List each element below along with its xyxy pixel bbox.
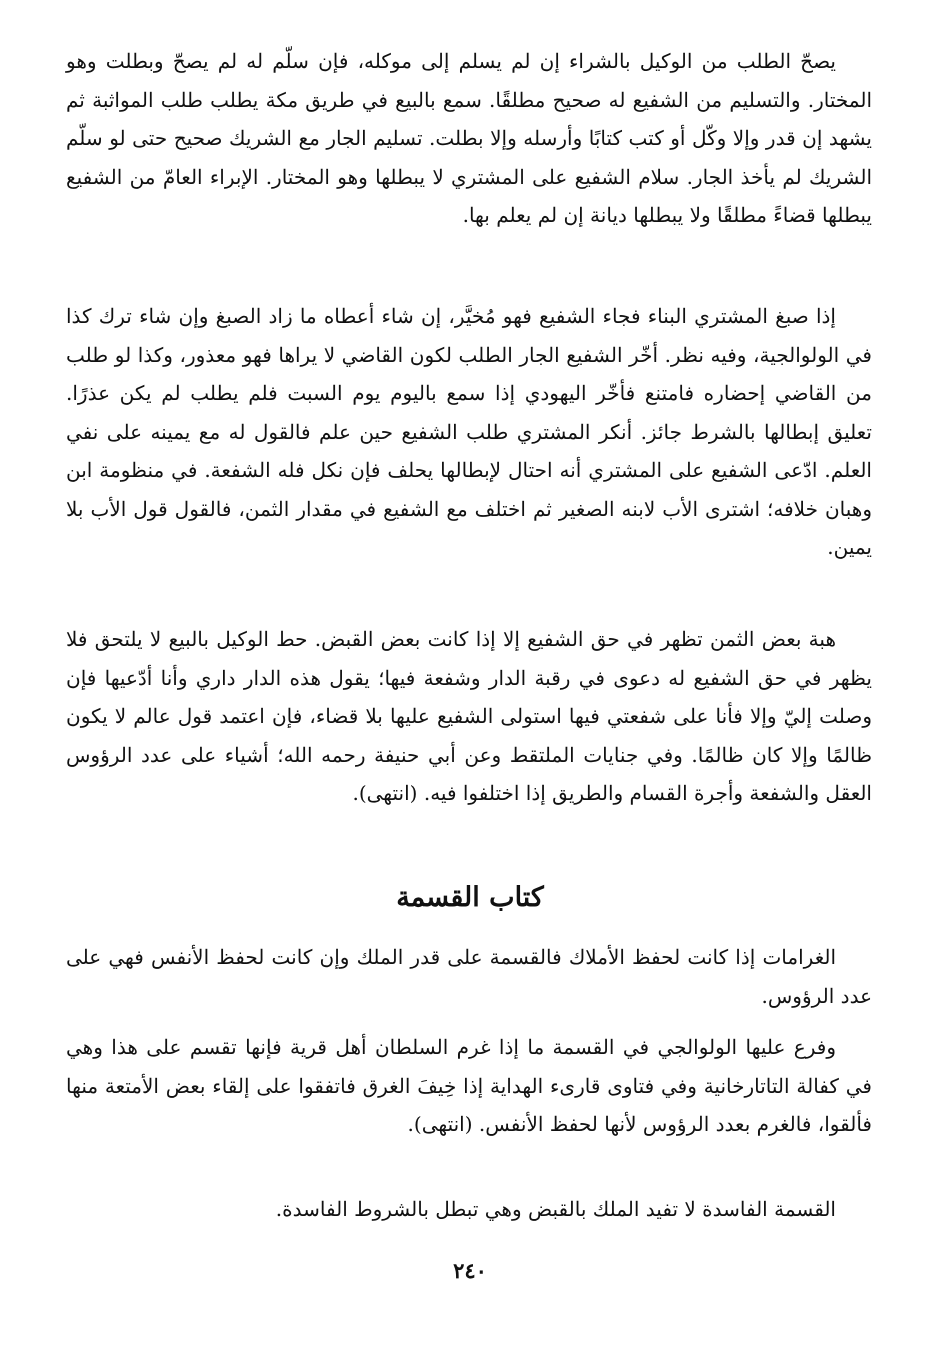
paragraph-text: وفرع عليها الولوالجي في القسمة ما إذا غرم السلطان أهل قرية فإنها تقسم على هذا وهي في كفالة التاتارخانية وفي فتاوى قارىء الهداية إذا خِيفَ الغرق فاتفقوا على إلقاء بعض الأمتعة منها فألقوا، فالغرم بعدد الرؤوس لأنها لحفظ الأنفس. (انتهى). <box>66 1035 872 1136</box>
paragraph-text: إذا صبغ المشتري البناء فجاء الشفيع فهو مُخيَّر، إن شاء أعطاه ما زاد الصبغ وإن شاء ترك كذا في الولوالجية، وفيه نظر. أخّر الشفيع الجار الطلب لكون القاضي لا يراها فهو معذور، وكذا لو طلب من القاضي إحضاره فامتنع فأخّر اليهودي إذا سمع باليوم يوم السبت فلم يطلب لم يكن عذرًا. تعليق إبطالها بالشرط جائز. أنكر المشتري طلب الشفيع حين علم فالقول له مع يمينه على نفي العلم. ادّعى الشفيع على المشتري أنه احتال لإبطالها يحلف فإن نكل فله الشفعة. في منظومة ابن وهبان خلافه؛ اشترى الأب لابنه الصغير ثم اختلف مع الشفيع في مقدار الثمن، فالقول قول الأب بلا يمين. <box>66 304 872 559</box>
paragraph-division-fines <box>66 938 872 1015</box>
page-number: ٢٤٠ <box>453 1258 487 1283</box>
paragraph-text: هبة بعض الثمن تظهر في حق الشفيع إلا إذا كانت بعض القبض. حط الوكيل بالبيع لا يلتحق فلا يظهر في حق الشفيع له دعوى في رقبة الدار وشفعة فيها؛ يقول هذه الدار داري وأنا أدّعيها فإن وصلت إليّ وإلا فأنا على شفعتي فيها استولى الشفيع عليها بلا قضاء، فإن اعتمد قول عالم لا يكون ظالمًا وإلا كان ظالمًا. وفي جنايات الملتقط وعن أبي حنيفة رحمه الله؛ أشياء على عدد الرؤوس العقل والشفعة وأجرة القسام والطريق إذا اختلفوا فيه. (انتهى). <box>66 627 872 805</box>
paragraph-division-branch <box>66 1028 872 1144</box>
paragraph-preemption-dye <box>66 297 872 567</box>
paragraph-text: الغرامات إذا كانت لحفظ الأملاك فالقسمة على قدر الملك وإن كانت لحفظ الأنفس فهي على عدد الرؤوس. <box>66 945 872 1008</box>
paragraph-text: القسمة الفاسدة لا تفيد الملك بالقبض وهي تبطل بالشروط الفاسدة. <box>275 1197 836 1221</box>
paragraph-preemption-gift <box>66 620 872 813</box>
paragraph-preemption-agent <box>66 42 872 235</box>
paragraph-division-invalid <box>66 1190 872 1229</box>
paragraph-text: يصحّ الطلب من الوكيل بالشراء إن لم يسلم إلى موكله، فإن سلّم له لم يصحّ وبطلت وهو المختار. والتسليم من الشفيع له صحيح مطلقًا. سمع بالبيع في طريق مكة يطلب طلب المواثبة ثم يشهد إن قدر وإلا وكّل أو كتب كتابًا وأرسله وإلا بطلت. تسليم الجار مع الشريك صحيح حتى لو سلّم الشريك لم يأخذ الجار. سلام الشفيع على المشتري لا يبطلها وهو المختار. الإبراء العامّ من الشفيع يبطلها قضاءً مطلقًا ولا يبطلها ديانة إن لم يعلم بها. <box>66 49 873 227</box>
chapter-heading: كتاب القسمة <box>396 882 544 913</box>
